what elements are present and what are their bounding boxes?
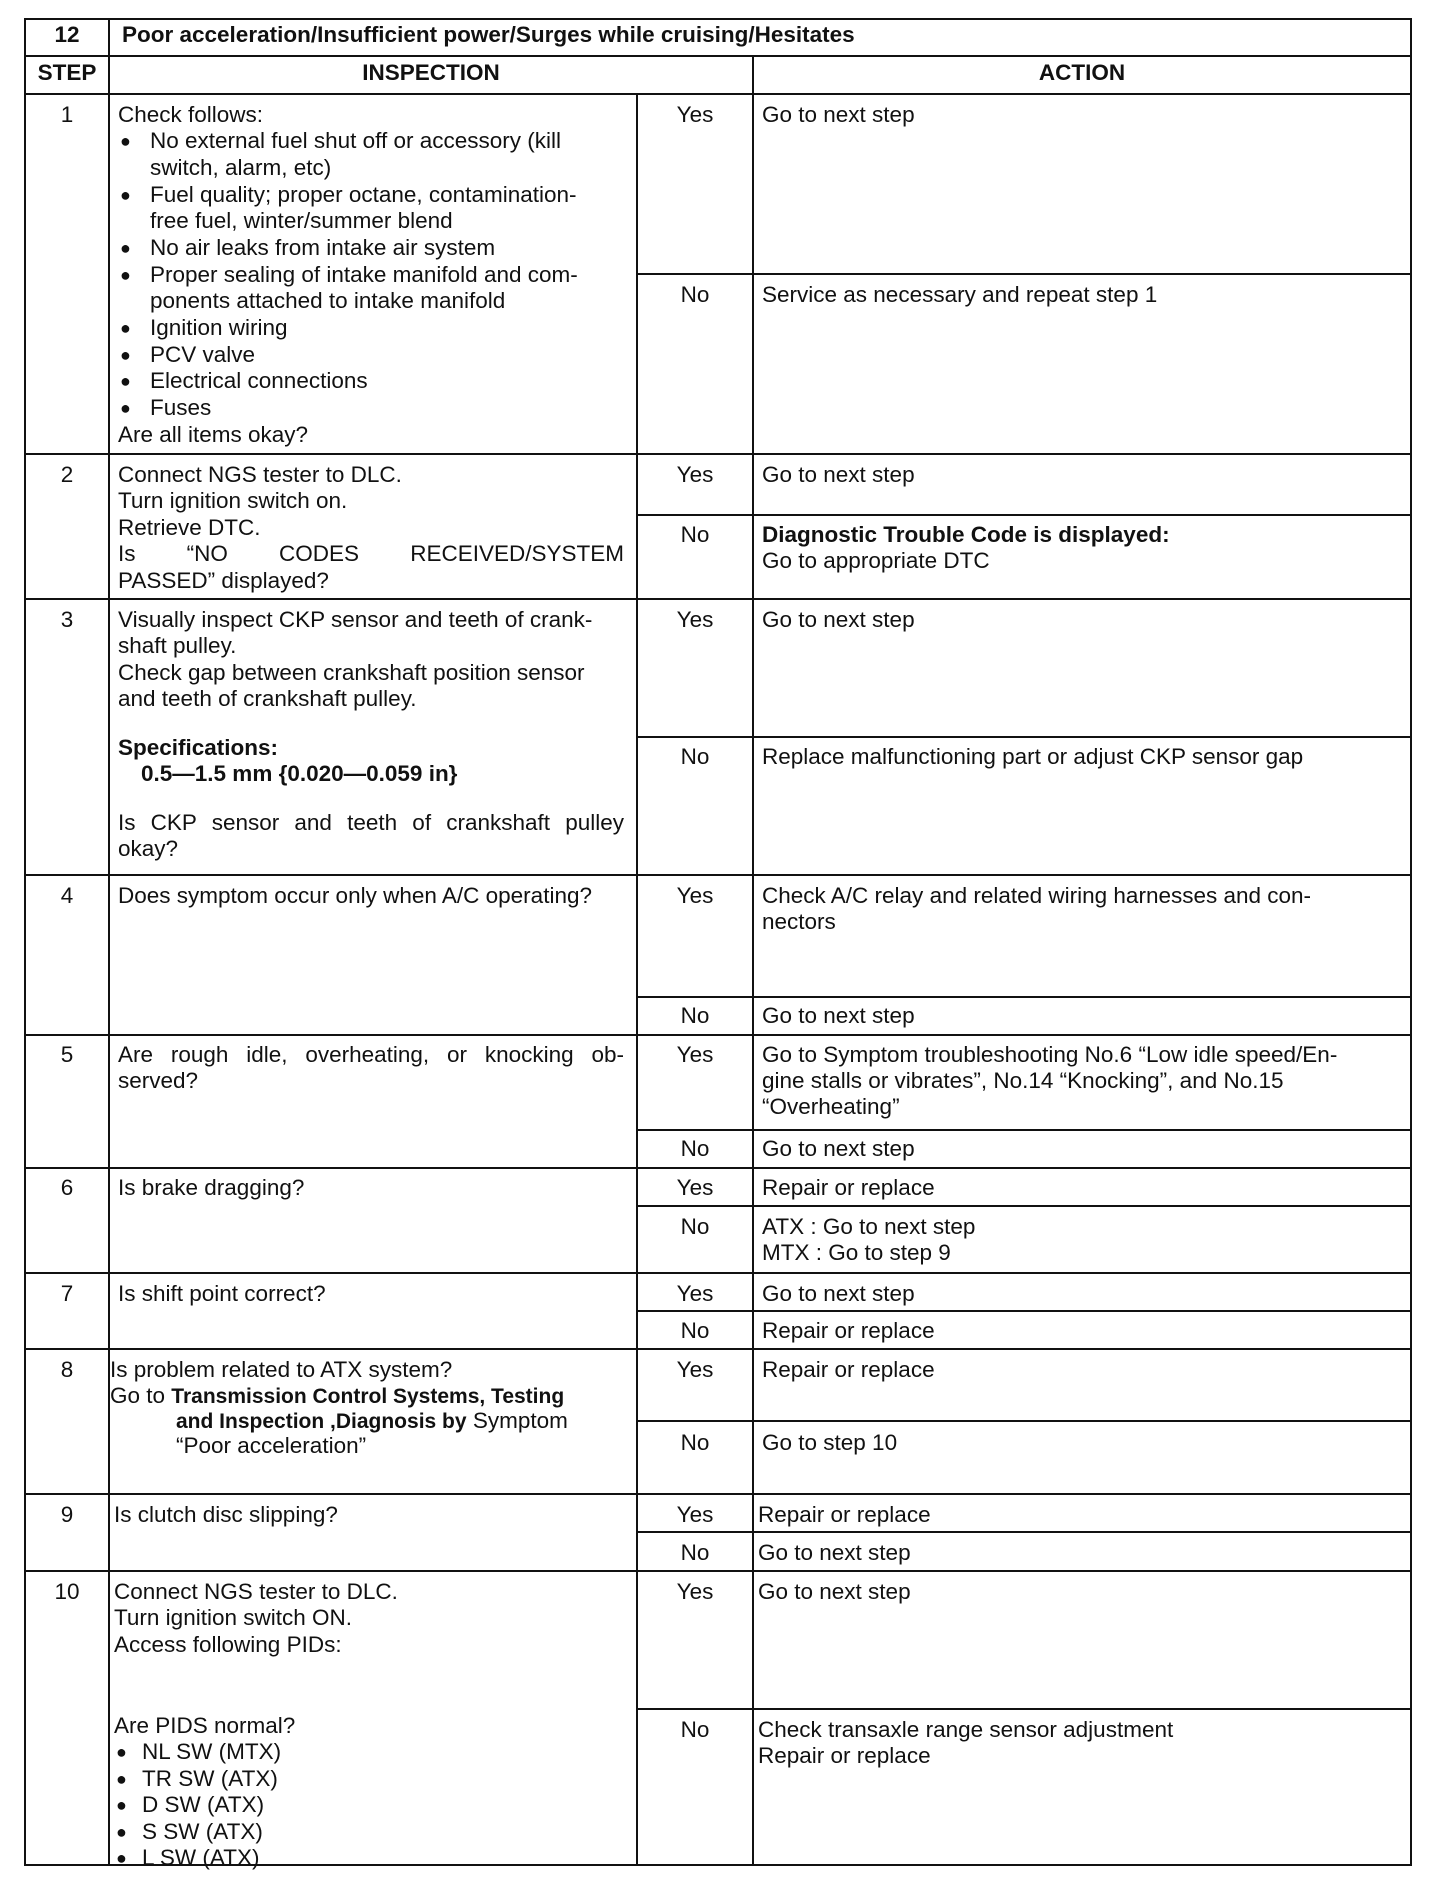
no-action: Repair or replace (758, 1743, 931, 1768)
inspection-question: Are PIDS normal? (114, 1713, 296, 1738)
no-label: No (680, 1717, 710, 1742)
goto-symptom: “Poor acceleration” (176, 1433, 367, 1458)
no-label: No (680, 1214, 710, 1239)
column-header-inspection: INSPECTION (362, 60, 500, 85)
spec-value: 0.5—1.5 mm {0.020—0.059 in} (141, 761, 458, 786)
bullet-icon: ● (120, 238, 131, 258)
pid-item: D SW (ATX) (142, 1792, 265, 1817)
row-line (24, 874, 1412, 876)
inspection-text: shaft pulley. (118, 633, 237, 658)
inspection-text: Fuses (150, 395, 212, 420)
column-header-action: ACTION (1038, 60, 1126, 85)
pid-item: S SW (ATX) (142, 1819, 263, 1844)
inspection-text: Turn ignition switch on. (118, 488, 348, 513)
yes-action: Repair or replace (758, 1502, 931, 1527)
no-label: No (680, 1003, 710, 1028)
yes-label: Yes (676, 102, 714, 127)
inspection-question: Is brake dragging? (118, 1175, 305, 1200)
no-action: Go to appropriate DTC (762, 548, 990, 573)
row-line (24, 453, 1412, 455)
step-number: 1 (60, 102, 74, 127)
goto-title: and Inspection ,Diagnosis by (176, 1410, 467, 1433)
chart-number: 12 (54, 22, 80, 47)
step-number: 3 (60, 607, 74, 632)
yes-action: Go to next step (762, 1281, 915, 1306)
yes-label: Yes (676, 1281, 714, 1306)
inspection-text: No air leaks from intake air system (150, 235, 496, 260)
inspection-question: Are all items okay? (118, 422, 309, 447)
pid-item: L SW (ATX) (142, 1845, 260, 1870)
inspection-text: Check follows: (118, 102, 264, 127)
yes-action: Go to next step (762, 462, 915, 487)
inspection-question: Does symptom occur only when A/C operating? (118, 883, 592, 908)
no-label: No (680, 1430, 710, 1455)
row-line (24, 1493, 1412, 1495)
no-action: MTX : Go to step 9 (762, 1240, 951, 1265)
yes-label: Yes (676, 1502, 714, 1527)
step-number: 2 (60, 462, 74, 487)
bullet-icon: ● (116, 1742, 127, 1762)
row-line (24, 1570, 1412, 1572)
col-line-step (108, 18, 110, 1866)
no-label: No (680, 282, 710, 307)
goto-prefix: Go to (110, 1383, 166, 1408)
inspection-text: free fuel, winter/summer blend (150, 208, 453, 233)
yes-action: “Overheating” (762, 1094, 900, 1119)
bullet-icon: ● (120, 318, 131, 338)
no-label: No (680, 744, 710, 769)
inspection-text: Connect NGS tester to DLC. (118, 462, 402, 487)
step-number: 5 (60, 1042, 74, 1067)
pid-item: NL SW (MTX) (142, 1739, 282, 1764)
inspection-text: Check gap between crankshaft position sensor (118, 660, 585, 685)
bullet-icon: ● (116, 1822, 127, 1842)
inspection-text: Access following PIDs: (114, 1632, 342, 1657)
no-action: Service as necessary and repeat step 1 (762, 282, 1158, 307)
goto-reference (176, 1408, 568, 1436)
inspection-text: Fuel quality; proper octane, contamination- (150, 182, 577, 207)
step-number: 8 (60, 1357, 74, 1382)
no-action: Replace malfunctioning part or adjust CKP sensor gap (762, 744, 1304, 769)
yes-label: Yes (676, 607, 714, 632)
yes-action: Go to next step (758, 1579, 911, 1604)
bullet-icon: ● (116, 1848, 127, 1868)
table-border-right (1410, 18, 1412, 1866)
yes-label: Yes (676, 883, 714, 908)
inspection-text: and teeth of crankshaft pulley. (118, 686, 417, 711)
col-line-action (752, 55, 754, 1866)
inspection-question: okay? (118, 836, 179, 861)
row-line (24, 1348, 1412, 1350)
row-line (24, 55, 1412, 57)
no-label: No (680, 1540, 710, 1565)
inspection-question: Is problem related to ATX system? (110, 1357, 453, 1382)
step-number: 6 (60, 1175, 74, 1200)
inspection-question: Is clutch disc slipping? (114, 1502, 338, 1527)
no-action: Go to step 10 (762, 1430, 898, 1455)
step-number: 9 (60, 1502, 74, 1527)
table-border-top (24, 18, 1412, 20)
yes-action: Repair or replace (762, 1357, 935, 1382)
yes-label: Yes (676, 1175, 714, 1200)
yes-action: Go to next step (762, 102, 915, 127)
no-action-heading: Diagnostic Trouble Code is displayed: (762, 522, 1170, 547)
yes-action: Go to Symptom troubleshooting No.6 “Low idle speed/En- (762, 1042, 1338, 1067)
pid-item: TR SW (ATX) (142, 1766, 278, 1791)
bullet-icon: ● (120, 265, 131, 285)
bullet-icon: ● (116, 1795, 127, 1815)
yes-label: Yes (676, 1042, 714, 1067)
column-header-step: STEP (37, 60, 97, 85)
yes-action: Repair or replace (762, 1175, 935, 1200)
inspection-text: Turn ignition switch ON. (114, 1605, 352, 1630)
inspection-question: Are rough idle, overheating, or knocking ob- (118, 1042, 624, 1067)
yes-action: Check A/C relay and related wiring harnesses and con- (762, 883, 1312, 908)
goto-reference (110, 1383, 564, 1411)
goto-title: Transmission Control Systems, Testing (171, 1385, 565, 1408)
bullet-icon: ● (116, 1769, 127, 1789)
inspection-text: Electrical connections (150, 368, 368, 393)
inspection-question: Is shift point correct? (118, 1281, 326, 1306)
yes-label: Yes (676, 462, 714, 487)
yes-label: Yes (676, 1579, 714, 1604)
inspection-text: Is “NO CODES RECEIVED/SYSTEM (118, 541, 624, 566)
spec-label: Specifications: (118, 735, 279, 760)
goto-normal: Symptom (472, 1408, 568, 1433)
inspection-text: PASSED” displayed? (118, 568, 329, 593)
row-line (24, 1167, 1412, 1169)
inspection-question: Is CKP sensor and teeth of crankshaft pulley (118, 810, 624, 835)
row-line (24, 1272, 1412, 1274)
no-label: No (680, 522, 710, 547)
inspection-text: Ignition wiring (150, 315, 288, 340)
inspection-text: ponents attached to intake manifold (150, 288, 506, 313)
step-number: 4 (60, 883, 74, 908)
yes-label: Yes (676, 1357, 714, 1382)
no-action: Go to next step (762, 1003, 915, 1028)
bullet-icon: ● (120, 345, 131, 365)
inspection-text: No external fuel shut off or accessory (kill (150, 128, 562, 153)
bullet-icon: ● (120, 185, 131, 205)
inspection-text: Visually inspect CKP sensor and teeth of crank- (118, 607, 593, 632)
bullet-icon: ● (120, 371, 131, 391)
yes-action: Go to next step (762, 607, 915, 632)
no-label: No (680, 1136, 710, 1161)
no-action: ATX : Go to next step (762, 1214, 976, 1239)
step-number: 7 (60, 1281, 74, 1306)
inspection-text: Connect NGS tester to DLC. (114, 1579, 398, 1604)
yes-action: gine stalls or vibrates”, No.14 “Knocking”, and No.15 (762, 1068, 1284, 1093)
no-action: Repair or replace (762, 1318, 935, 1343)
inspection-text: Retrieve DTC. (118, 515, 261, 540)
row-line (24, 598, 1412, 600)
no-action: Go to next step (758, 1540, 911, 1565)
inspection-text: Proper sealing of intake manifold and com- (150, 262, 578, 287)
row-line (24, 93, 1412, 95)
bullet-icon: ● (120, 398, 131, 418)
yes-action: nectors (762, 909, 836, 934)
inspection-text: switch, alarm, etc) (150, 155, 332, 180)
step-number: 10 (54, 1579, 80, 1604)
inspection-question: served? (118, 1068, 199, 1093)
no-action: Check transaxle range sensor adjustment (758, 1717, 1174, 1742)
no-action: Go to next step (762, 1136, 915, 1161)
no-label: No (680, 1318, 710, 1343)
page-title: Poor acceleration/Insufficient power/Surges while cruising/Hesitates (122, 22, 855, 47)
row-line (24, 1034, 1412, 1036)
inspection-text: PCV valve (150, 342, 256, 367)
bullet-icon: ● (120, 131, 131, 151)
